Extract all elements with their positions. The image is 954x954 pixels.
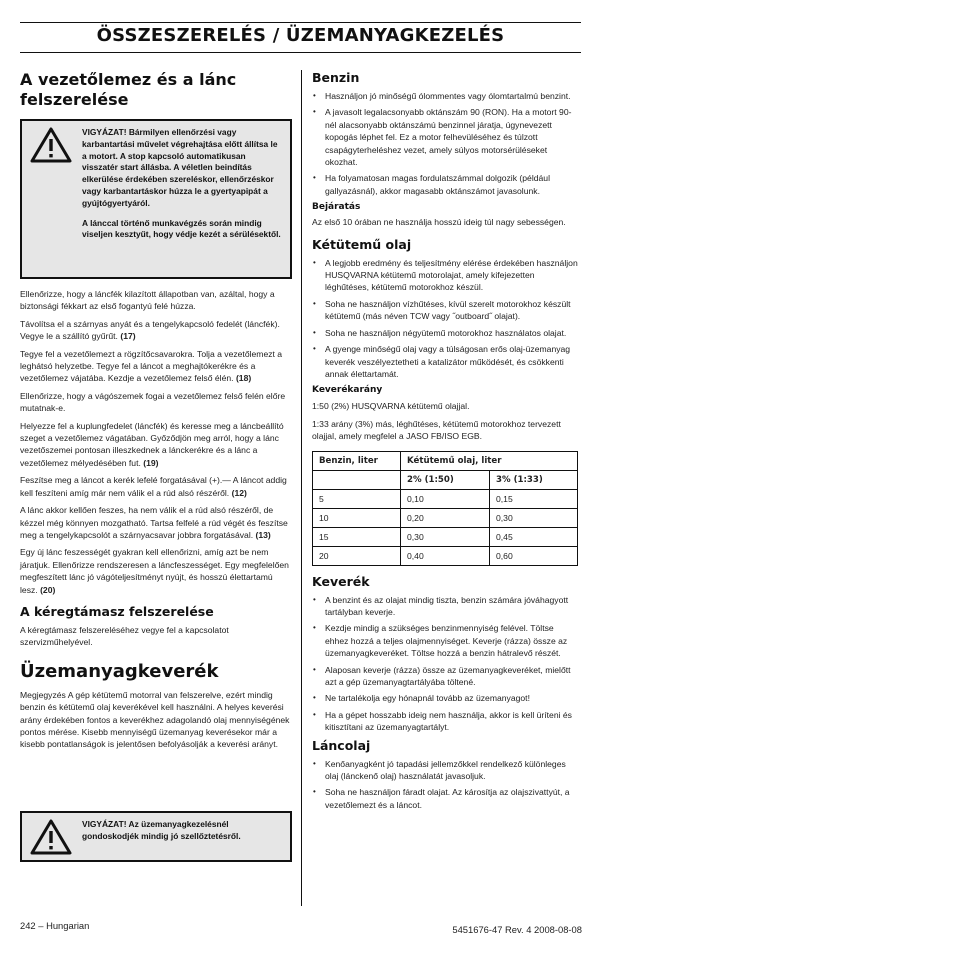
- warning-box-maintenance: [20, 119, 292, 279]
- page-title: ÖSSZESZERELÉS / ÜZEMANYAGKEZELÉS: [96, 25, 505, 46]
- body-paragraph: Egy új lánc feszességét gyakran kell ellenőrizni, amíg azt be nem járatjuk. Ellenőrizze rendszeresen a láncfeszességet. Egy megfelelően megfeszített lánc jó vágóteljesítményt nyújt, és hosszú élettartamú lesz. (20): [20, 547, 289, 595]
- table-cell: 0,60: [490, 546, 578, 565]
- body-paragraph: Helyezze fel a kuplungfedelet (láncfék) és keresse meg a láncbeállító szeget a vezetőlemez vágatában. Győződjön meg arról, hogy a lánc vezetőszemei pontosan illeszkednek a lánckerékre és a lánc a vezetőlemez mélyedésében fut. (19): [20, 420, 284, 468]
- section-heading-guide-bar: A vezetőlemez és a lánc felszerelése: [20, 70, 237, 109]
- section-heading-gasoline: Benzin: [312, 70, 360, 85]
- list-item: • Soha ne használjon fáradt olajat. Az károsítja az olajszivattyút, a vezetőlemezt és a láncot.: [312, 786, 578, 811]
- table-subheader: 2% (1:50): [401, 470, 490, 489]
- body-paragraph: Távolítsa el a szárnyas anyát és a tengelykapcsoló fedelét (láncfék). Vegye le a szállító gyűrűt. (17): [20, 318, 280, 342]
- body-paragraph: A lánc akkor kellően feszes, ha nem válik el a rúd alsó részéről, de kézzel még könnyen mozgatható. Tartsa felfelé a rúd végét és feszítse meg a tengelykapcsolót a szárnyacsavar jobbra forgatásával. (13): [20, 505, 288, 540]
- body-paragraph: 1:33 arány (3%) más, léghűtéses, kétütemű motorokhoz tervezett olajjal, amely megfelel a JASO FB/ISO EGB.: [312, 418, 561, 442]
- list-item: • A javasolt legalacsonyabb oktánszám 90 (RON). Ha a motort 90-nél alacsonyabb oktánszámú benzinnel járatja, úgynevezett kopogás léphet fel. Ez a motor felhevüléséhez és túlzott csapágyterheléshez vezet, amely súlyos motorsérüléseket okozhat.: [312, 106, 578, 168]
- warning-box-ventilation: [20, 811, 292, 862]
- header-top-rule: [20, 22, 581, 23]
- list-item: • A gyenge minőségű olaj vagy a túlságosan erős olaj-üzemanyag keverék veszélyeztetheti a katalizátor működését, és csökkenti annak élettartamát.: [312, 343, 578, 380]
- section-heading-mixing: Keverék: [312, 573, 370, 589]
- table-row: [313, 546, 578, 565]
- list-item: • Használjon jó minőségű ólommentes vagy ólomtartalmú benzint.: [312, 90, 578, 102]
- table-subheader: 3% (1:33): [490, 470, 578, 489]
- list-item: • A legjobb eredmény és teljesítmény elérése érdekében használjon HUSQVARNA kétütemű motorolajat, amely kifejezetten léghűtéses, kétütemű motorokhoz készül.: [312, 257, 578, 294]
- table-cell: 0,30: [490, 508, 578, 527]
- table-cell: 0,15: [490, 489, 578, 508]
- body-paragraph: Ellenőrizze, hogy a vágószemek fogai a vezetőlemez felső felén előre mutatnak-e.: [20, 390, 286, 414]
- list-item: • Alaposan keverje (rázza) össze az üzemanyagkeveréket, mielőtt azt a gép üzemanyagtartályába töltené.: [312, 664, 578, 689]
- fuel-mix-table: [312, 451, 578, 566]
- table-row: [313, 527, 578, 546]
- table-cell: 20: [313, 546, 401, 565]
- subheading-mix-ratio: Keverékarány: [312, 385, 383, 396]
- right-column: [312, 70, 578, 815]
- section-heading-bark-support: A kéregtámasz felszerelése: [20, 603, 214, 619]
- table-cell: 0,40: [401, 546, 490, 565]
- table-cell: 0,20: [401, 508, 490, 527]
- table-header: Benzin, liter: [313, 451, 401, 470]
- table-cell: 15: [313, 527, 401, 546]
- list-item: • Kenőanyagként jó tapadási jellemzőkkel rendelkező különleges olaj (lánckenő olaj) használatát javasoljuk.: [312, 758, 578, 783]
- oil-list: [312, 257, 578, 381]
- list-item: • Ha a gépet hosszabb ideig nem használja, akkor is kell üríteni és kitisztítani az üzemanyagtartályt.: [312, 709, 578, 734]
- body-paragraph: Ellenőrizze, hogy a láncfék kilazított állapotban van, azáltal, hogy a biztonsági fékkart az első fogantyú felé húzza.: [20, 289, 275, 312]
- table-cell: 10: [313, 508, 401, 527]
- mixing-list: [312, 594, 578, 734]
- body-paragraph: Megjegyzés A gép kétütemű motorral van felszerelve, ezért mindig benzin és kétütemű olaj keverékével kell használni. A helyes keverési arány érdekében fontos a keverékhez adagolandó olaj mennyiségének pontos mérése. Kisebb mennyiségű üzemanyag keverésekor már a kisebb pontatlanságok is jelentősen befolyásolják a keverési arányt.: [20, 689, 290, 750]
- warning-text: [82, 127, 282, 241]
- list-item: • Soha ne használjon vízhűtéses, kívül szerelt motorokhoz készült kétütemű (más néven TCW vagy ˝outboard˝ olajat).: [312, 298, 578, 323]
- list-item: • Ha folyamatosan magas fordulatszámmal dolgozik (például gallyazásnál), akkor magasabb oktánszámot javasolunk.: [312, 172, 578, 197]
- body-paragraph: Tegye fel a vezetőlemezt a rögzítőcsavarokra. Tolja a vezetőlemezt a leghátsó helyzetbe. Tegye fel a láncot a meghajtókerékre és a vezetőlemez vájatába. Kezdje a vezetőlemez felső élén. (18): [20, 348, 283, 384]
- table-row: [313, 508, 578, 527]
- list-item: • A benzint és az olajat mindig tiszta, benzin számára jóváhagyott tartályban keverje.: [312, 594, 578, 619]
- header-bottom-rule: [20, 52, 581, 53]
- list-item: • Ne tartalékolja egy hónapnál tovább az üzemanyagot!: [312, 692, 578, 704]
- table-cell: [313, 470, 401, 489]
- figure-ref: (17): [120, 331, 136, 342]
- left-body: [20, 288, 290, 751]
- left-column: [20, 70, 290, 110]
- page-number: 242 – Hungarian: [20, 920, 90, 931]
- figure-ref: (12): [231, 487, 247, 498]
- warning-paragraph: A lánccal történő munkavégzés során mindig viseljen kesztyűt, hogy védje kezét a sérülésektől.: [82, 217, 281, 240]
- section-heading-two-stroke-oil: Kétütemű olaj: [312, 236, 412, 252]
- section-heading-chain-oil: Láncolaj: [312, 737, 371, 753]
- list-item: • Kezdje mindig a szükséges benzinmennyiség felével. Töltse ehhez hozzá a teljes olajmennyiséget. Keverje (rázza) össze az üzemanyagkeveréket. Töltse hozzá a benzin hátralevő részét.: [312, 622, 578, 659]
- body-paragraph: A kéregtámasz felszereléséhez vegye fel a kapcsolatot szervizműhelyével.: [20, 624, 229, 648]
- body-paragraph: Az első 10 órában ne használja hosszú ideig túl nagy sebességen.: [312, 217, 566, 228]
- section-heading-fuel-mix: Üzemanyagkeverék: [20, 660, 219, 682]
- figure-ref: (13): [255, 529, 271, 540]
- table-header: Kétütemű olaj, liter: [401, 451, 578, 470]
- warning-text: VIGYÁZAT! Az üzemanyagkezelésnél gondoskodjék mindig jó szellőztetésről.: [82, 819, 241, 841]
- table-row: [313, 489, 578, 508]
- warning-icon: [30, 127, 72, 163]
- table-cell: 0,45: [490, 527, 578, 546]
- table-cell: 5: [313, 489, 401, 508]
- gasoline-list: [312, 90, 578, 197]
- table-cell: 0,10: [401, 489, 490, 508]
- body-paragraph: 1:50 (2%) HUSQVARNA kétütemű olajjal.: [312, 401, 470, 412]
- column-divider: [301, 70, 302, 906]
- warning-paragraph: VIGYÁZAT! Bármilyen ellenőrzési vagy karbantartási művelet végrehajtása előtt állítsa le a motort. A stop kapcsoló automatikusan visszatér start állásba. A véletlen beindítás elkerülése érdekében szereléskor, ellenőrzéskor vagy karbantartáskor húzza le a gyertyapipát a gyújtógyertyáról.: [82, 127, 278, 208]
- subheading-break-in: Bejáratás: [312, 202, 361, 213]
- document-revision: 5451676-47 Rev. 4 2008-08-08: [452, 924, 582, 935]
- list-item: • Soha ne használjon négyütemű motorokhoz használatos olajat.: [312, 327, 578, 339]
- chain-oil-list: [312, 758, 578, 812]
- figure-ref: (18): [235, 373, 252, 384]
- warning-icon: [30, 819, 72, 855]
- body-paragraph: Feszítse meg a láncot a kerék lefelé forgatásával (+).— A láncot addig kell feszíteni amíg már nem válik el a rúd alsó részéről. (12): [20, 475, 287, 498]
- figure-ref: (19): [143, 457, 159, 468]
- table-cell: 0,30: [401, 527, 490, 546]
- figure-ref: (20): [40, 584, 56, 595]
